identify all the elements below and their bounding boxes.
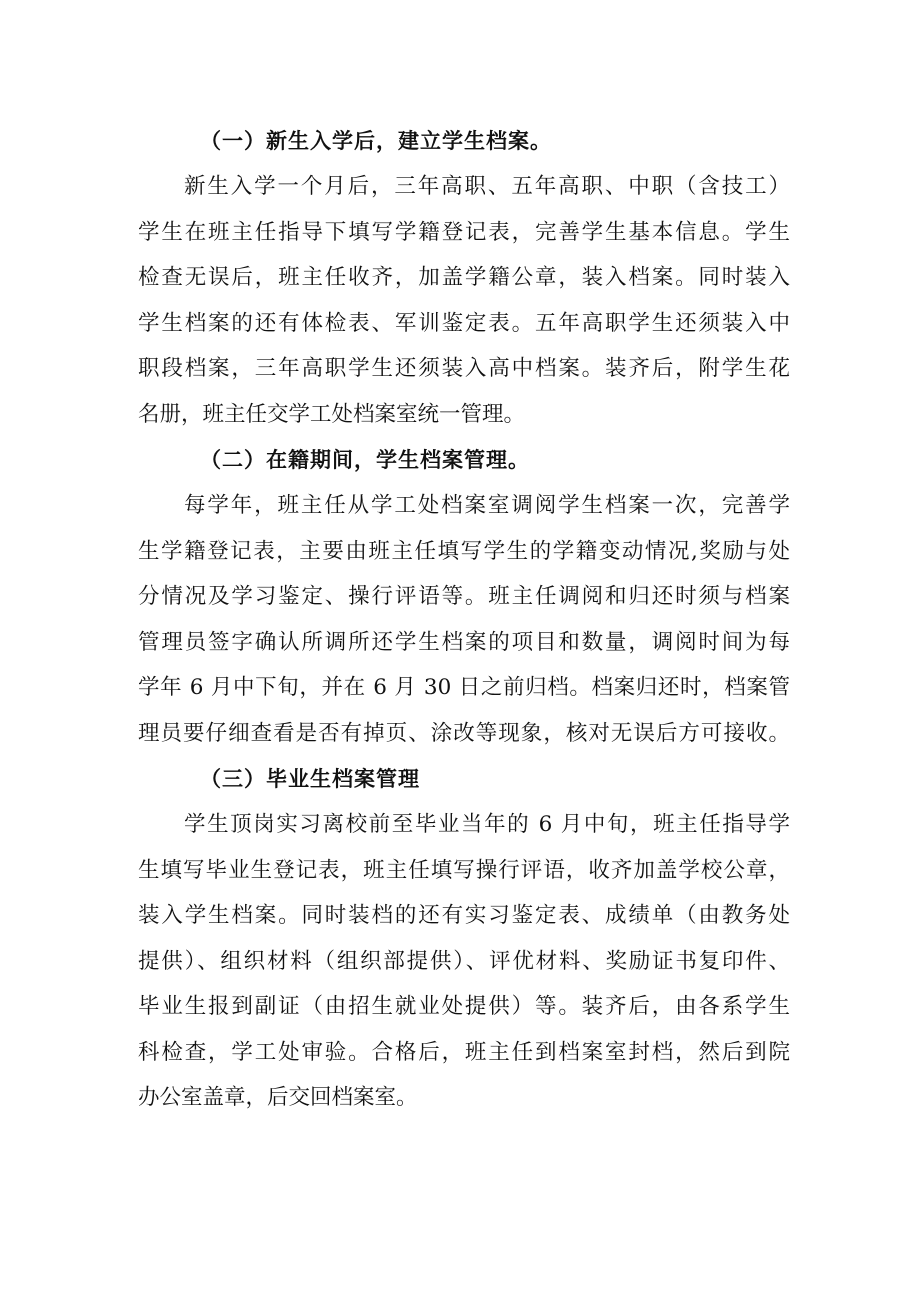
text-line: 理员要仔细查看是否有掉页、涂改等现象，核对无误后方可接收。: [138, 720, 790, 746]
text-line: 职段档案，三年高职学生还须装入高中档案。装齐后，附学生花: [138, 356, 790, 381]
text-line: 学年 6 月中下旬，并在 6 月 30 日之前归档。档案归还时，档案管: [138, 675, 790, 700]
section-heading: （二）在籍期间，学生档案管理。: [200, 448, 530, 472]
section-paragraph: [138, 164, 790, 437]
text-line: 装入学生档案。同时装档的还有实习鉴定表、成绩单（由教务处: [138, 903, 790, 928]
text-line: 学生顶岗实习离校前至毕业当年的 6 月中旬，班主任指导学: [184, 812, 790, 837]
text-line: 提供）、组织材料（组织部提供）、评优材料、奖励证书复印件、: [138, 948, 790, 974]
text-line: 生填写毕业生登记表，班主任填写操行评语，收齐加盖学校公章，: [138, 857, 790, 883]
text-line: 学生在班主任指导下填写学籍登记表，完善学生基本信息。学生: [138, 219, 790, 245]
text-line: 管理员签字确认所调所还学生档案的项目和数量，调阅时间为每: [138, 629, 790, 655]
section-2: [138, 437, 790, 756]
section-3: [138, 756, 790, 1121]
text-line: 毕业生报到副证（由招生就业处提供）等。装齐后，由各系学生: [138, 994, 790, 1019]
text-line: 学生档案的还有体检表、军训鉴定表。五年高职学生还须装入中: [138, 310, 790, 336]
section-heading: （三）毕业生档案管理: [200, 767, 420, 791]
section-paragraph: [138, 802, 790, 1121]
section-heading: （一）新生入学后，建立学生档案。: [200, 129, 552, 153]
text-line: 新生入学一个月后，三年高职、五年高职、中职（含技工）: [184, 174, 790, 199]
text-line: 办公室盖章，后交回档案室。: [138, 1085, 418, 1110]
text-line: 每学年，班主任从学工处档案室调阅学生档案一次，完善学: [184, 493, 790, 518]
text-line: 检查无误后，班主任收齐，加盖学籍公章，装入档案。同时装入: [138, 265, 790, 290]
text-line: 科检查，学工处审验。合格后，班主任到档案室封档，然后到院: [138, 1039, 790, 1065]
document-page: [138, 118, 790, 1121]
text-line: 生学籍登记表，主要由班主任填写学生的学籍变动情况,奖励与处: [138, 538, 790, 564]
text-line: 名册，班主任交学工处档案室统一管理。: [138, 401, 526, 427]
text-line: 分情况及学习鉴定、操行评语等。班主任调阅和归还时须与档案: [138, 584, 790, 609]
section-1: [138, 118, 790, 437]
section-paragraph: [138, 483, 790, 756]
